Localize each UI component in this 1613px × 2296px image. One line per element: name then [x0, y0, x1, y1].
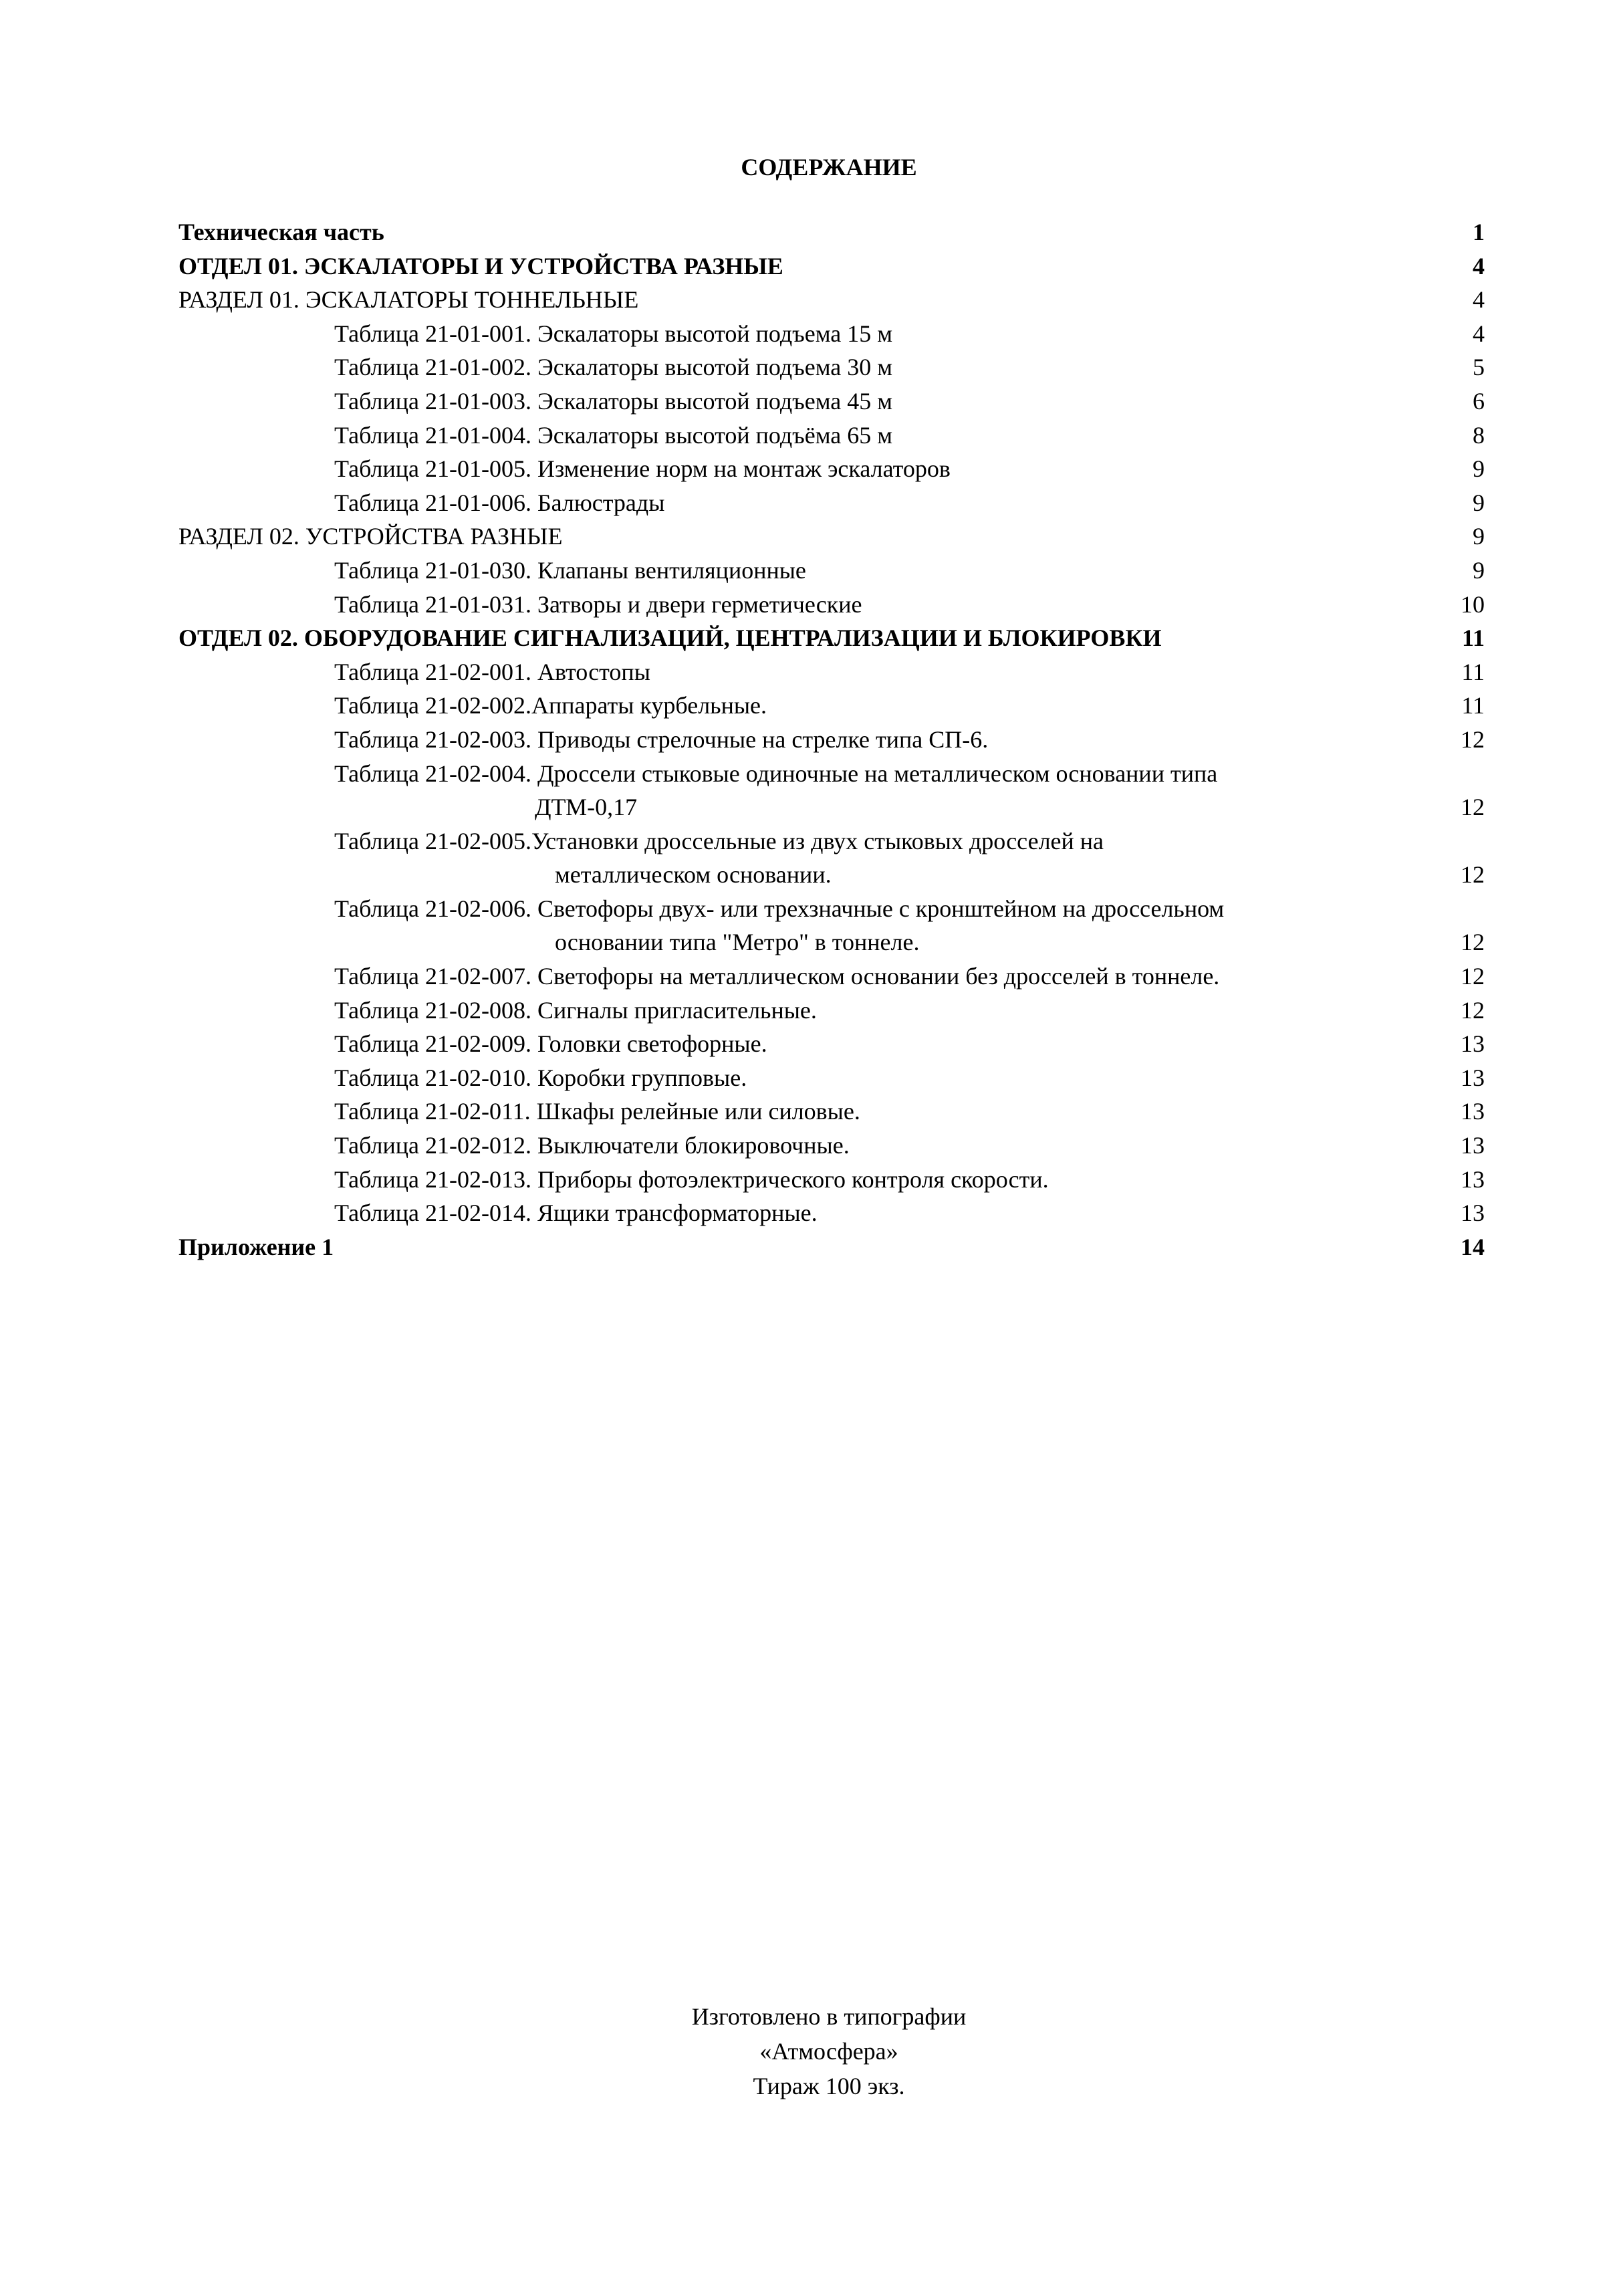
toc-entry-title-line: Таблица 21-02-001. Автостопы — [334, 658, 650, 685]
toc-entry — [0, 350, 1613, 384]
toc-entry-page-number: 13 — [1461, 1165, 1485, 1193]
toc-entry — [0, 1163, 1613, 1197]
toc-entry-page-number: 13 — [1461, 1098, 1485, 1125]
toc-entry-title-line: Таблица 21-02-002.Аппараты курбельные. — [334, 692, 767, 719]
toc-entry-title — [334, 1129, 850, 1163]
toc-entry-page-number: 11 — [1461, 692, 1485, 719]
toc-entry-title-line: Таблица 21-02-004. Дроссели стыковые одиночные на металлическом основании типа — [334, 760, 1218, 787]
toc-entry-title — [334, 588, 862, 622]
toc-entry-title-line: Таблица 21-02-006. Светофоры двух- или трехзначные с кронштейном на дроссельном — [334, 895, 1225, 922]
toc-entry-page-number: 8 — [1473, 421, 1485, 449]
toc-entry — [0, 486, 1613, 520]
toc-entry — [0, 452, 1613, 486]
toc-entry-title-line: Таблица 21-02-014. Ящики трансформаторные. — [334, 1199, 818, 1227]
toc-entry-title — [334, 892, 1225, 956]
toc-entry-title-line: Таблица 21-02-011. Шкафы релейные или силовые. — [334, 1098, 860, 1125]
toc-entry-title — [178, 249, 783, 283]
toc-entry — [0, 384, 1613, 419]
toc-entry-title-line: Таблица 21-02-005.Установки дроссельные из двух стыковых дросселей на — [334, 827, 1104, 854]
toc-entry-page-number: 12 — [1461, 963, 1485, 990]
toc-entry-title — [178, 215, 384, 249]
toc-entry — [0, 1027, 1613, 1061]
toc-entry — [0, 892, 1613, 959]
toc-entry-title — [334, 554, 806, 588]
toc-entry-title-line: Таблица 21-01-003. Эскалаторы высотой подъема 45 м — [334, 387, 893, 415]
toc-entry-title-continuation: металлическом основании. — [555, 861, 832, 889]
toc-entry-title-line: Таблица 21-02-008. Сигналы пригласительные. — [334, 996, 817, 1024]
toc-entry-title — [334, 350, 892, 384]
toc-entry-title — [334, 1061, 747, 1095]
toc-entry-title-continuation: ДТМ-0,17 — [535, 794, 638, 821]
toc-entry-title-line: Таблица 21-02-010. Коробки групповые. — [334, 1064, 747, 1091]
toc-entry-title — [178, 1230, 334, 1264]
toc-entry-page-number: 9 — [1473, 455, 1485, 483]
toc-entry — [0, 317, 1613, 351]
toc-entry-title — [334, 824, 1104, 889]
toc-entry-title-line: Таблица 21-01-005. Изменение норм на монтаж эскалаторов — [334, 455, 951, 483]
toc-entry-title-line: Таблица 21-01-030. Клапаны вентиляционные — [334, 556, 806, 584]
toc-entry — [0, 994, 1613, 1028]
toc-entry-title — [334, 486, 664, 520]
toc-entry-title — [334, 452, 951, 486]
toc-entry — [0, 520, 1613, 554]
toc-entry-page-number: 5 — [1473, 354, 1485, 381]
toc-entry-page-number: 4 — [1473, 286, 1485, 314]
toc-entry-page-number: 12 — [1461, 794, 1485, 821]
toc-entry-title-line: Таблица 21-01-031. Затворы и двери герметические — [334, 590, 862, 618]
toc-entry — [0, 419, 1613, 453]
toc-entry-page-number: 13 — [1461, 1199, 1485, 1227]
imprint-line-printer: Изготовлено в типографии — [691, 2003, 967, 2030]
toc-entry-title — [334, 655, 650, 689]
toc-entry — [0, 1061, 1613, 1095]
toc-entry-page-number: 13 — [1461, 1132, 1485, 1159]
toc-entry-title — [178, 520, 562, 554]
toc-entry-title-line: Таблица 21-02-007. Светофоры на металлическом основании без дросселей в тоннеле. — [334, 963, 1220, 990]
toc-entry-title — [334, 1027, 767, 1061]
toc-entry-page-number: 11 — [1461, 624, 1485, 652]
toc-entry-title — [334, 757, 1218, 821]
toc-entry-title-line: РАЗДЕЛ 01. ЭСКАЛАТОРЫ ТОННЕЛЬНЫЕ — [178, 286, 639, 314]
toc-entry-title-line: ОТДЕЛ 01. ЭСКАЛАТОРЫ И УСТРОЙСТВА РАЗНЫЕ — [178, 252, 783, 279]
toc-entry-title-line: Приложение 1 — [178, 1233, 334, 1260]
toc-entry-page-number: 11 — [1461, 658, 1485, 685]
toc-entry-title — [334, 1163, 1049, 1197]
toc-entry-title-line: Таблица 21-01-002. Эскалаторы высотой подъема 30 м — [334, 354, 893, 381]
toc-entry-page-number: 12 — [1461, 929, 1485, 956]
toc-entry — [0, 723, 1613, 757]
imprint-line-name: «Атмосфера» — [759, 2038, 898, 2065]
toc-entry — [0, 1230, 1613, 1264]
toc-entry — [0, 1196, 1613, 1230]
toc-entry — [0, 283, 1613, 317]
toc-entry-title-line: Таблица 21-02-003. Приводы стрелочные на стрелке типа СП-6. — [334, 725, 989, 753]
toc-entry-title — [334, 384, 892, 419]
toc-entry — [0, 655, 1613, 689]
toc-entry-page-number: 12 — [1461, 996, 1485, 1024]
toc-entry-page-number: 13 — [1461, 1064, 1485, 1091]
toc-entry — [0, 689, 1613, 723]
toc-entry-title — [334, 1196, 818, 1230]
toc-entry-title-line: Таблица 21-02-009. Головки светофорные. — [334, 1030, 767, 1058]
toc-entry-title-line: Таблица 21-01-004. Эскалаторы высотой подъёма 65 м — [334, 421, 893, 449]
toc-entry-page-number: 4 — [1473, 320, 1485, 347]
page-title: СОДЕРЖАНИЕ — [741, 154, 917, 181]
toc-entry — [0, 215, 1613, 249]
toc-entry-page-number: 9 — [1473, 523, 1485, 550]
toc-entry-title — [334, 689, 767, 723]
toc-entry-page-number: 12 — [1461, 861, 1485, 889]
toc-entry-title — [334, 419, 892, 453]
toc-entry-page-number: 12 — [1461, 725, 1485, 753]
toc-entry-page-number: 9 — [1473, 556, 1485, 584]
toc-entry-page-number: 10 — [1461, 590, 1485, 618]
toc-entry — [0, 249, 1613, 283]
toc-entry — [0, 1095, 1613, 1129]
toc-entry-title-continuation: основании типа "Метро" в тоннеле. — [555, 929, 920, 956]
toc-entry — [0, 621, 1613, 655]
toc-entry — [0, 1129, 1613, 1163]
toc-entry-page-number: 4 — [1473, 252, 1485, 279]
toc-entry-page-number: 13 — [1461, 1030, 1485, 1058]
toc-entry-title — [334, 959, 1219, 994]
toc-entry-title-line: РАЗДЕЛ 02. УСТРОЙСТВА РАЗНЫЕ — [178, 523, 563, 550]
toc-entry-page-number: 14 — [1461, 1233, 1485, 1260]
toc-entry — [0, 554, 1613, 588]
toc-entry-title-line: Таблица 21-02-012. Выключатели блокировочные. — [334, 1132, 850, 1159]
toc-entry-title — [178, 621, 1162, 655]
toc-entry-title-line: ОТДЕЛ 02. ОБОРУДОВАНИЕ СИГНАЛИЗАЦИЙ, ЦЕНТРАЛИЗАЦИИ И БЛОКИРОВКИ — [178, 624, 1162, 652]
toc-entry-title — [334, 1095, 860, 1129]
toc-entry-title-line: Таблица 21-02-013. Приборы фотоэлектрического контроля скорости. — [334, 1165, 1049, 1193]
toc-entry — [0, 757, 1613, 824]
toc-entry — [0, 959, 1613, 994]
toc-entry — [0, 824, 1613, 892]
toc-entry-title-line: Таблица 21-01-001. Эскалаторы высотой подъема 15 м — [334, 320, 893, 347]
toc-entry-page-number: 6 — [1473, 387, 1485, 415]
table-of-contents — [0, 215, 1613, 1264]
toc-entry-title — [178, 283, 638, 317]
toc-entry-title — [334, 317, 892, 351]
toc-entry-title — [334, 994, 817, 1028]
toc-entry-title — [334, 723, 988, 757]
toc-entry-page-number: 9 — [1473, 489, 1485, 516]
toc-entry-page-number: 1 — [1473, 219, 1485, 245]
toc-entry-title-line: Таблица 21-01-006. Балюстрады — [334, 489, 665, 516]
imprint-footer — [0, 1999, 1613, 2103]
toc-entry — [0, 588, 1613, 622]
toc-entry-title-line: Техническая часть — [178, 219, 384, 245]
imprint-line-circulation: Тираж 100 экз. — [753, 2073, 905, 2099]
